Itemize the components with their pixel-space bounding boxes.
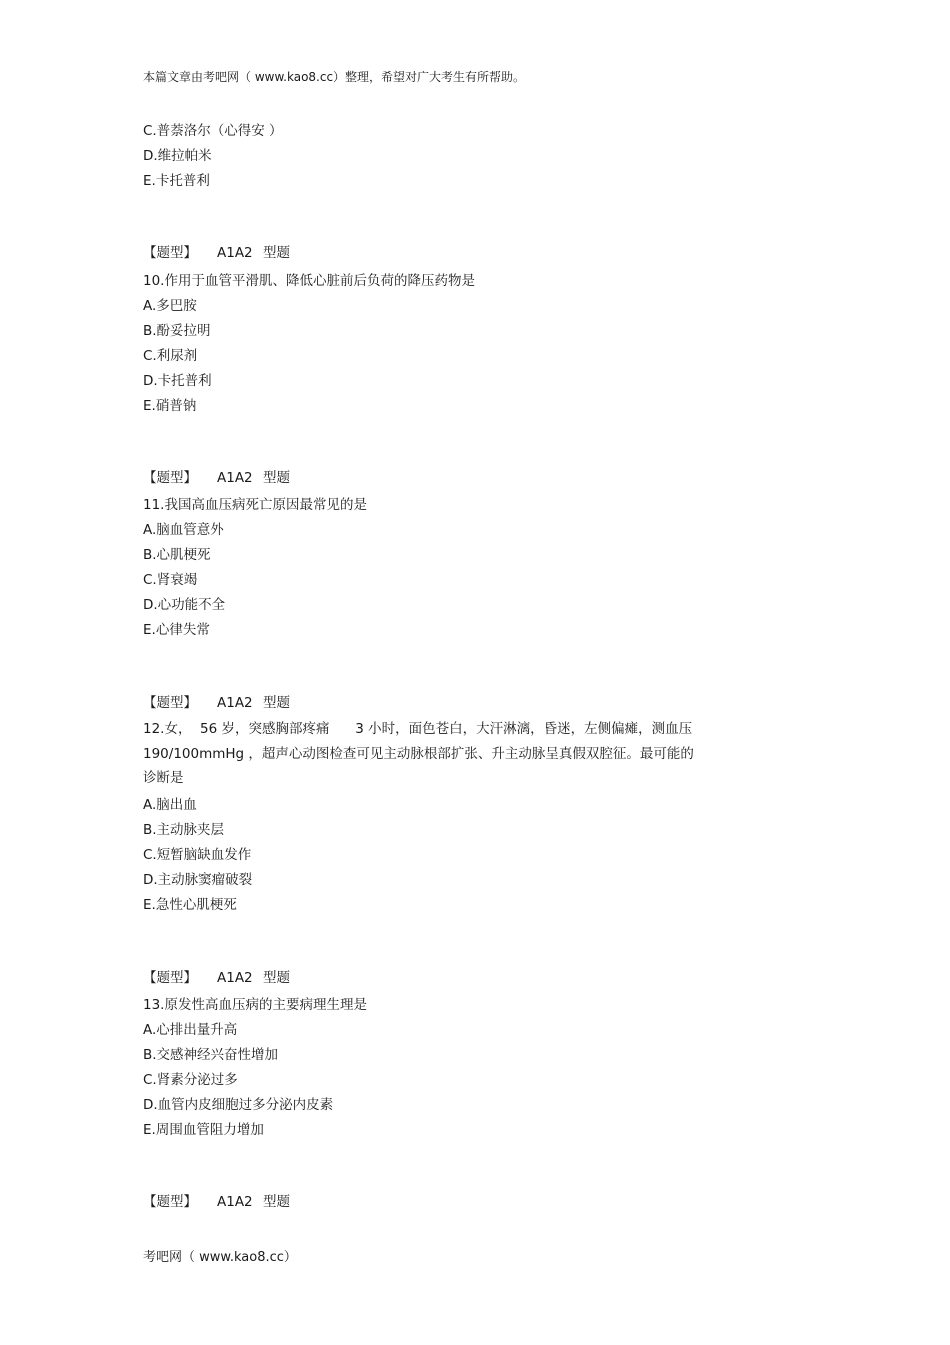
option-a: A.脑血管意外: [143, 522, 224, 538]
option-b: B.主动脉夹层: [143, 822, 225, 838]
option-b: B.心肌梗死: [143, 547, 211, 563]
option-a: A.脑出血: [143, 797, 197, 813]
question-stem: 11.我国高血压病死亡原因最常见的是: [143, 497, 367, 513]
option-a: A.多巴胺: [143, 298, 197, 314]
option-d: D.维拉帕米: [143, 148, 212, 164]
option-d: D.主动脉窦瘤破裂: [143, 872, 253, 888]
option-c: C.肾衰竭: [143, 572, 198, 588]
question-type-label: 【题型】 A1A2 型题: [143, 1194, 290, 1210]
option-c: C.普萘洛尔（心得安 ）: [143, 123, 283, 139]
option-e: E.硝普钠: [143, 398, 197, 414]
option-c: C.利尿剂: [143, 348, 198, 364]
header-note: 本篇文章由考吧网（ www.kao8.cc）整理，希望对广大考生有所帮助。: [143, 70, 526, 84]
option-b: B.酚妥拉明: [143, 323, 211, 339]
question-stem-line: 12.女， 56 岁，突感胸部疼痛 3 小时，面色苍白，大汗淋漓，昏迷，左侧偏瘫，测血压: [143, 721, 693, 737]
option-d: D.血管内皮细胞过多分泌内皮素: [143, 1097, 334, 1113]
footer-note: 考吧网（ www.kao8.cc）: [143, 1250, 297, 1265]
option-e: E.心律失常: [143, 622, 210, 638]
question-stem: 13.原发性高血压病的主要病理生理是: [143, 997, 367, 1013]
question-stem-line: 190/100mmHg ，超声心动图检查可见主动脉根部扩张、升主动脉呈真假双腔征。最可能的: [143, 746, 694, 762]
option-d: D.心功能不全: [143, 597, 226, 613]
option-b: B.交感神经兴奋性增加: [143, 1047, 279, 1063]
option-a: A.心排出量升高: [143, 1022, 238, 1038]
question-type-label: 【题型】 A1A2 型题: [143, 695, 290, 711]
option-e: E.急性心肌梗死: [143, 897, 237, 913]
question-stem-line: 诊断是: [143, 770, 184, 786]
option-e: E.周围血管阻力增加: [143, 1122, 264, 1138]
question-type-label: 【题型】 A1A2 型题: [143, 245, 290, 261]
option-c: C.短暂脑缺血发作: [143, 847, 252, 863]
question-stem: 10.作用于血管平滑肌、降低心脏前后负荷的降压药物是: [143, 273, 475, 289]
option-e: E.卡托普利: [143, 173, 210, 189]
question-type-label: 【题型】 A1A2 型题: [143, 470, 290, 486]
option-d: D.卡托普利: [143, 373, 212, 389]
question-type-label: 【题型】 A1A2 型题: [143, 970, 290, 986]
option-c: C.肾素分泌过多: [143, 1072, 238, 1088]
